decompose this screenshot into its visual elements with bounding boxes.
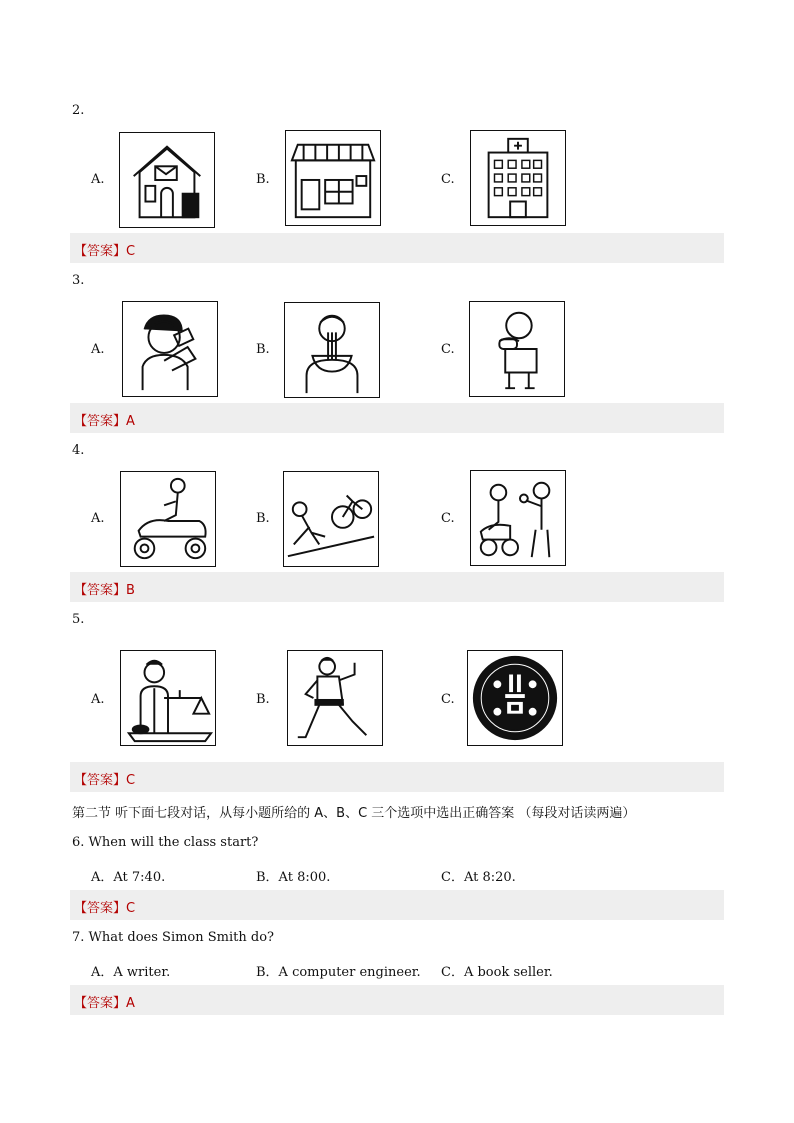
option-a[interactable]: A．A writer. [91, 965, 171, 980]
option-c[interactable]: C．At 8:20. [441, 870, 516, 885]
question-text: What does Simon Smith do? [88, 930, 274, 945]
section-title: 第二节 听下面七段对话，从每小题所给的 A、B、C 三个选项中选出正确答案 （每段对话读两遍） [72, 806, 636, 821]
answer-text: 【答案】B [74, 583, 135, 598]
answer-text: 【答案】A [74, 414, 135, 429]
option-a-label: A. [91, 172, 105, 187]
shop-icon[interactable] [285, 130, 381, 226]
option-a[interactable]: A．At 7:40. [91, 870, 166, 885]
answer-text: 【答案】A [74, 996, 135, 1011]
boy-eating-burger-icon[interactable] [469, 301, 565, 397]
option-a-label: A. [91, 342, 105, 357]
answer-bar [70, 572, 724, 602]
option-c-label: C. [441, 692, 455, 707]
answer-bar [70, 233, 724, 263]
option-b-label: B. [256, 511, 270, 526]
option-a-label: A. [91, 692, 105, 707]
post-office-icon[interactable] [119, 132, 215, 228]
kung-fu-boy-icon[interactable] [287, 650, 383, 746]
answer-bar [70, 985, 724, 1015]
hospital-icon[interactable] [470, 130, 566, 226]
answer-bar [70, 762, 724, 792]
question-text: When will the class start? [88, 835, 259, 850]
option-b-label: B. [256, 342, 270, 357]
answer-text: 【答案】C [74, 901, 136, 916]
option-c-label: C. [441, 511, 455, 526]
option-c-label: C. [441, 342, 455, 357]
boy-drinking-icon[interactable] [122, 301, 218, 397]
question-number: 4. [72, 443, 85, 458]
option-a-label: A. [91, 511, 105, 526]
option-b-label: B. [256, 692, 270, 707]
man-scooter-police-icon[interactable] [470, 470, 566, 566]
boy-eating-noodles-icon[interactable] [284, 302, 380, 398]
question-number: 6. [72, 835, 85, 850]
option-b-label: B. [256, 172, 270, 187]
question-6 [72, 835, 258, 850]
question-number: 2. [72, 103, 85, 118]
paper-cutting-icon[interactable] [467, 650, 563, 746]
question-number: 7. [72, 930, 85, 945]
option-c-label: C. [441, 172, 455, 187]
option-b[interactable]: B．A computer engineer. [256, 965, 421, 980]
man-riding-scooter-icon[interactable] [120, 471, 216, 567]
answer-text: 【答案】C [74, 773, 136, 788]
answer-bar [70, 403, 724, 433]
option-c[interactable]: C．A book seller. [441, 965, 553, 980]
question-number: 3. [72, 273, 85, 288]
option-b[interactable]: B．At 8:00. [256, 870, 331, 885]
man-fallen-bicycle-icon[interactable] [283, 471, 379, 567]
question-7 [72, 930, 274, 945]
answer-bar [70, 890, 724, 920]
man-scale-medicine-icon[interactable] [120, 650, 216, 746]
answer-text: 【答案】C [74, 244, 136, 259]
question-number: 5. [72, 612, 85, 627]
